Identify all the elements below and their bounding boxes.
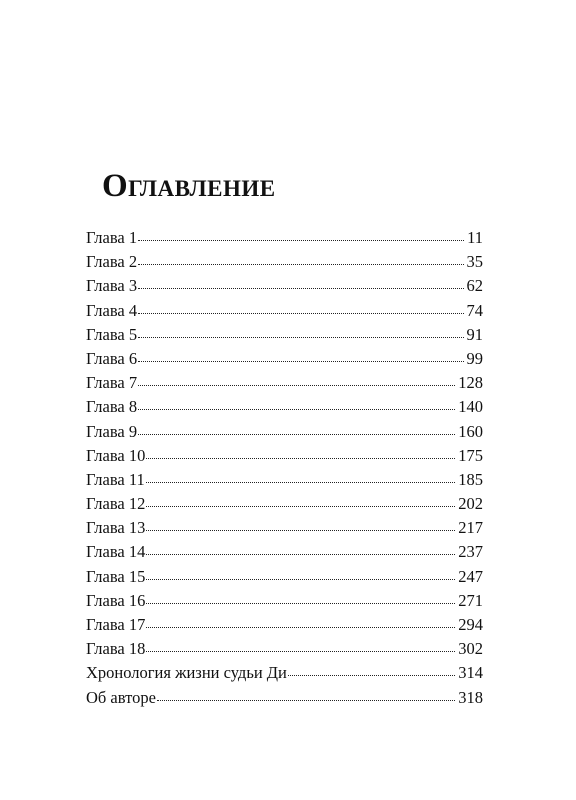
toc-entry bbox=[86, 565, 483, 589]
dot-leader bbox=[138, 239, 464, 241]
toc-entry-page-number: 314 bbox=[458, 663, 483, 683]
toc-entry bbox=[86, 661, 483, 685]
toc-entry-label: Глава 17 bbox=[86, 615, 146, 634]
page-title: Оглавление bbox=[102, 168, 276, 204]
dot-leader bbox=[146, 529, 455, 531]
toc-entry-label: Глава 6 bbox=[86, 348, 138, 368]
toc-entry bbox=[86, 613, 483, 637]
dot-leader bbox=[157, 699, 455, 701]
toc-entry-page-number: 237 bbox=[458, 542, 483, 562]
toc-entry-label: Глава 3 bbox=[86, 276, 138, 296]
toc-entry bbox=[86, 274, 483, 298]
toc-entry-label: Глава 9 bbox=[86, 421, 138, 441]
dot-leader bbox=[138, 433, 455, 435]
toc-entry-page-number: 35 bbox=[466, 252, 483, 272]
toc-entry-label: Глава 13 bbox=[86, 518, 146, 538]
toc-entry-page-number: 11 bbox=[467, 228, 483, 247]
toc-entry-label: Глава 15 bbox=[86, 566, 146, 586]
toc-entry-label: Об авторе bbox=[86, 687, 156, 707]
toc-entry bbox=[86, 444, 483, 468]
dot-leader bbox=[146, 578, 455, 580]
toc-entry-page-number: 247 bbox=[458, 566, 483, 586]
toc-entry bbox=[86, 637, 483, 661]
toc-entry-page-number: 318 bbox=[458, 687, 483, 707]
table-of-contents bbox=[86, 226, 483, 710]
dot-leader bbox=[146, 553, 455, 555]
toc-entry bbox=[86, 250, 483, 274]
dot-leader bbox=[138, 408, 455, 410]
dot-leader bbox=[138, 263, 463, 265]
toc-entry-label: Глава 16 bbox=[86, 590, 146, 610]
toc-entry bbox=[86, 347, 483, 371]
dot-leader bbox=[146, 481, 455, 483]
toc-entry-label: Глава 7 bbox=[86, 373, 138, 393]
toc-entry-page-number: 302 bbox=[458, 639, 483, 659]
toc-entry-page-number: 202 bbox=[458, 494, 483, 514]
toc-entry bbox=[86, 589, 483, 613]
toc-entry-label: Глава 1 bbox=[86, 228, 138, 247]
toc-entry-label: Глава 8 bbox=[86, 397, 138, 417]
toc-entry-label: Глава 4 bbox=[86, 300, 138, 320]
toc-entry-page-number: 160 bbox=[458, 421, 483, 441]
dot-leader bbox=[138, 336, 463, 338]
toc-entry bbox=[86, 420, 483, 444]
toc-entry-page-number: 294 bbox=[458, 615, 483, 634]
toc-entry bbox=[86, 492, 483, 516]
toc-entry-page-number: 99 bbox=[466, 348, 483, 368]
toc-entry bbox=[86, 540, 483, 564]
toc-entry-label: Глава 5 bbox=[86, 324, 138, 344]
toc-entry-label: Глава 18 bbox=[86, 639, 146, 659]
toc-entry-page-number: 271 bbox=[458, 590, 483, 610]
dot-leader bbox=[138, 384, 455, 386]
toc-entry bbox=[86, 323, 483, 347]
toc-entry-label: Глава 10 bbox=[86, 445, 146, 465]
dot-leader bbox=[288, 674, 455, 676]
dot-leader bbox=[138, 287, 463, 289]
dot-leader bbox=[146, 650, 455, 652]
toc-entry-page-number: 185 bbox=[458, 469, 483, 489]
toc-entry bbox=[86, 226, 483, 250]
toc-entry-page-number: 62 bbox=[466, 276, 483, 296]
toc-entry-label: Глава 2 bbox=[86, 252, 138, 272]
toc-entry-page-number: 128 bbox=[458, 373, 483, 393]
dot-leader bbox=[138, 312, 463, 314]
dot-leader bbox=[146, 505, 455, 507]
toc-entry bbox=[86, 395, 483, 419]
toc-entry bbox=[86, 468, 483, 492]
toc-entry-label: Глава 12 bbox=[86, 494, 146, 514]
toc-entry bbox=[86, 516, 483, 540]
dot-leader bbox=[146, 626, 455, 628]
toc-entry-page-number: 175 bbox=[458, 445, 483, 465]
dot-leader bbox=[138, 360, 463, 362]
toc-entry-page-number: 74 bbox=[466, 300, 483, 320]
toc-entry-label: Глава 14 bbox=[86, 542, 146, 562]
toc-entry bbox=[86, 686, 483, 710]
toc-entry-page-number: 91 bbox=[466, 324, 483, 344]
toc-entry-page-number: 140 bbox=[458, 397, 483, 417]
toc-entry bbox=[86, 371, 483, 395]
toc-entry-label: Хронология жизни судьи Ди bbox=[86, 663, 287, 683]
toc-entry bbox=[86, 299, 483, 323]
toc-entry-label: Глава 11 bbox=[86, 469, 145, 489]
dot-leader bbox=[146, 457, 455, 459]
toc-entry-page-number: 217 bbox=[458, 518, 483, 538]
dot-leader bbox=[146, 602, 455, 604]
